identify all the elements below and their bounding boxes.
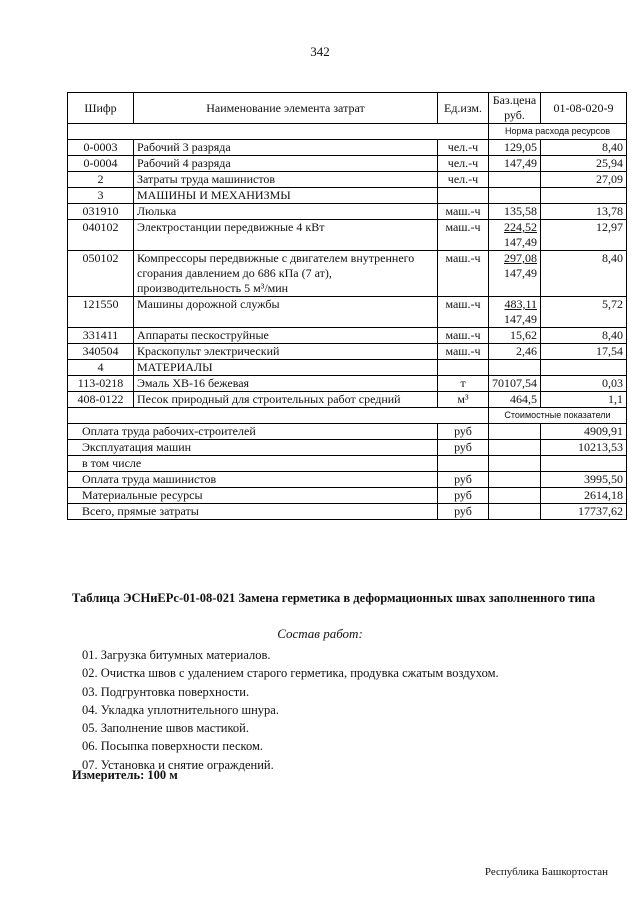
row-unit: чел.-ч [438, 172, 489, 188]
table-row [68, 188, 627, 204]
summary-row [68, 504, 627, 520]
row-code: 340504 [68, 344, 134, 360]
row-norm: 0,03 [541, 376, 627, 392]
header-unit: Ед.изм. [438, 93, 489, 124]
summary-row [68, 456, 627, 472]
table-row [68, 376, 627, 392]
list-item: 05. Заполнение швов мастикой. [82, 721, 249, 736]
page-number: 342 [310, 44, 330, 59]
row-norm: 1,1 [541, 392, 627, 408]
table-row [68, 297, 627, 328]
row-name: Машины дорожной службы [134, 297, 438, 328]
row-norm [541, 188, 627, 204]
summary-value: 10213,53 [541, 440, 627, 456]
row-unit: маш.-ч [438, 297, 489, 328]
row-name: Аппараты пескоструйные [134, 328, 438, 344]
row-name: Электростанции передвижные 4 кВт [134, 220, 438, 251]
row-name: Компрессоры передвижные с двигателем внутреннего сгорания давлением до 686 кПа (7 ат), производительность 5 м³/мин [134, 251, 438, 297]
row-name: Люлька [134, 204, 438, 220]
row-code: 031910 [68, 204, 134, 220]
row-price: 15,62 [489, 328, 541, 344]
footer-region: Республика Башкортостан [484, 866, 608, 878]
norm-subheader: Норма расхода ресурсов [489, 124, 627, 140]
row-name: МАШИНЫ И МЕХАНИЗМЫ [134, 188, 438, 204]
row-name: Рабочий 4 разряда [134, 156, 438, 172]
row-price [489, 297, 541, 328]
row-unit: чел.-ч [438, 156, 489, 172]
summary-row [68, 424, 627, 440]
summary-row [68, 488, 627, 504]
measure-unit: Измеритель: 100 м [72, 768, 178, 782]
row-norm: 8,40 [541, 251, 627, 297]
summary-value: 17737,62 [541, 504, 627, 520]
row-norm [541, 360, 627, 376]
row-code: 2 [68, 172, 134, 188]
header-norm: 01-08-020-9 [541, 93, 627, 124]
row-price-secondary: 147,49 [504, 312, 537, 326]
row-norm: 13,78 [541, 204, 627, 220]
list-item: 06. Посыпка поверхности песком. [82, 739, 264, 754]
summary-name: Всего, прямые затраты [68, 504, 438, 520]
summary-value: 2614,18 [541, 488, 627, 504]
row-code: 050102 [68, 251, 134, 297]
summary-unit: руб [438, 488, 489, 504]
row-unit: маш.-ч [438, 328, 489, 344]
table-row [68, 172, 627, 188]
table-row [68, 344, 627, 360]
row-unit: маш.-ч [438, 220, 489, 251]
row-name: Затраты труда машинистов [134, 172, 438, 188]
row-price-primary: 483,11 [504, 297, 537, 311]
list-item: 01. Загрузка битумных материалов. [82, 648, 271, 662]
row-price: 70107,54 [489, 376, 541, 392]
row-unit: маш.-ч [438, 344, 489, 360]
table-row [68, 156, 627, 172]
summary-unit: руб [438, 472, 489, 488]
summary-value: 3995,50 [541, 472, 627, 488]
row-price-primary: 224,52 [504, 220, 537, 234]
summary-unit: руб [438, 424, 489, 440]
row-price-primary: 297,08 [504, 251, 537, 265]
row-price [489, 360, 541, 376]
row-price [489, 172, 541, 188]
row-price: 135,58 [489, 204, 541, 220]
row-norm: 27,09 [541, 172, 627, 188]
row-norm: 12,97 [541, 220, 627, 251]
row-unit: м³ [438, 392, 489, 408]
row-name: Краскопульт электрический [134, 344, 438, 360]
row-code: 0-0003 [68, 140, 134, 156]
summary-name: Оплата труда машинистов [68, 472, 438, 488]
row-price: 147,49 [489, 156, 541, 172]
table-row [68, 251, 627, 297]
next-table-title: Таблица ЭСНиЕРс-01-08-021 Замена герметика в деформационных швах заполненного типа [72, 591, 596, 605]
row-norm: 5,72 [541, 297, 627, 328]
row-price [489, 220, 541, 251]
row-unit: чел.-ч [438, 140, 489, 156]
row-price: 464,5 [489, 392, 541, 408]
summary-row [68, 472, 627, 488]
row-price: 129,05 [489, 140, 541, 156]
table-row [68, 140, 627, 156]
row-code: 121550 [68, 297, 134, 328]
row-name: Эмаль ХВ-16 бежевая [134, 376, 438, 392]
summary-name: Материальные ресурсы [68, 488, 438, 504]
summary-rows [68, 424, 627, 520]
list-item: 04. Укладка уплотнительного шнура. [82, 702, 279, 717]
row-code: 040102 [68, 220, 134, 251]
row-price-secondary: 147,49 [504, 235, 537, 249]
header-code: Шифр [68, 93, 134, 124]
summary-value: 4909,91 [541, 424, 627, 440]
row-code: 331411 [68, 328, 134, 344]
summary-name: Оплата труда рабочих-строителей [68, 424, 438, 440]
row-unit: маш.-ч [438, 204, 489, 220]
row-code: 4 [68, 360, 134, 376]
summary-name: Эксплуатация машин [68, 440, 438, 456]
composition-heading: Состав работ: [277, 626, 363, 641]
row-name: МАТЕРИАЛЫ [134, 360, 438, 376]
cost-subheader: Стоимостные показатели [489, 408, 627, 424]
list-item: 03. Подгрунтовка поверхности. [82, 684, 250, 699]
resource-table [67, 92, 627, 520]
header-price: Баз.цена руб. [489, 93, 541, 124]
header-name: Наименование элемента затрат [134, 93, 438, 124]
row-code: 0-0004 [68, 156, 134, 172]
table-row [68, 220, 627, 251]
row-price [489, 251, 541, 297]
row-name: Песок природный для строительных работ средний [134, 392, 438, 408]
summary-unit: руб [438, 504, 489, 520]
row-code: 3 [68, 188, 134, 204]
row-price: 2,46 [489, 344, 541, 360]
table-row [68, 204, 627, 220]
summary-name: в том числе [68, 456, 438, 472]
row-code: 408-0122 [68, 392, 134, 408]
table-header-row [68, 93, 627, 124]
row-unit [438, 360, 489, 376]
row-price-secondary: 147,49 [504, 266, 537, 280]
row-unit: маш.-ч [438, 251, 489, 297]
table-row [68, 328, 627, 344]
list-item: 02. Очистка швов с удалением старого герметика, продувка сжатым воздухом. [82, 666, 499, 681]
row-norm: 17,54 [541, 344, 627, 360]
row-unit: т [438, 376, 489, 392]
work-steps-list [82, 646, 499, 774]
row-code: 113-0218 [68, 376, 134, 392]
row-name: Рабочий 3 разряда [134, 140, 438, 156]
row-unit [438, 188, 489, 204]
summary-value [541, 456, 627, 472]
row-price [489, 188, 541, 204]
row-norm: 8,40 [541, 328, 627, 344]
table-row [68, 392, 627, 408]
table-row [68, 360, 627, 376]
resource-rows [68, 140, 627, 408]
row-norm: 8,40 [541, 140, 627, 156]
summary-unit: руб [438, 440, 489, 456]
summary-unit [438, 456, 489, 472]
list-item: 07. Установка и снятие ограждений. [82, 757, 274, 772]
summary-row [68, 440, 627, 456]
row-norm: 25,94 [541, 156, 627, 172]
